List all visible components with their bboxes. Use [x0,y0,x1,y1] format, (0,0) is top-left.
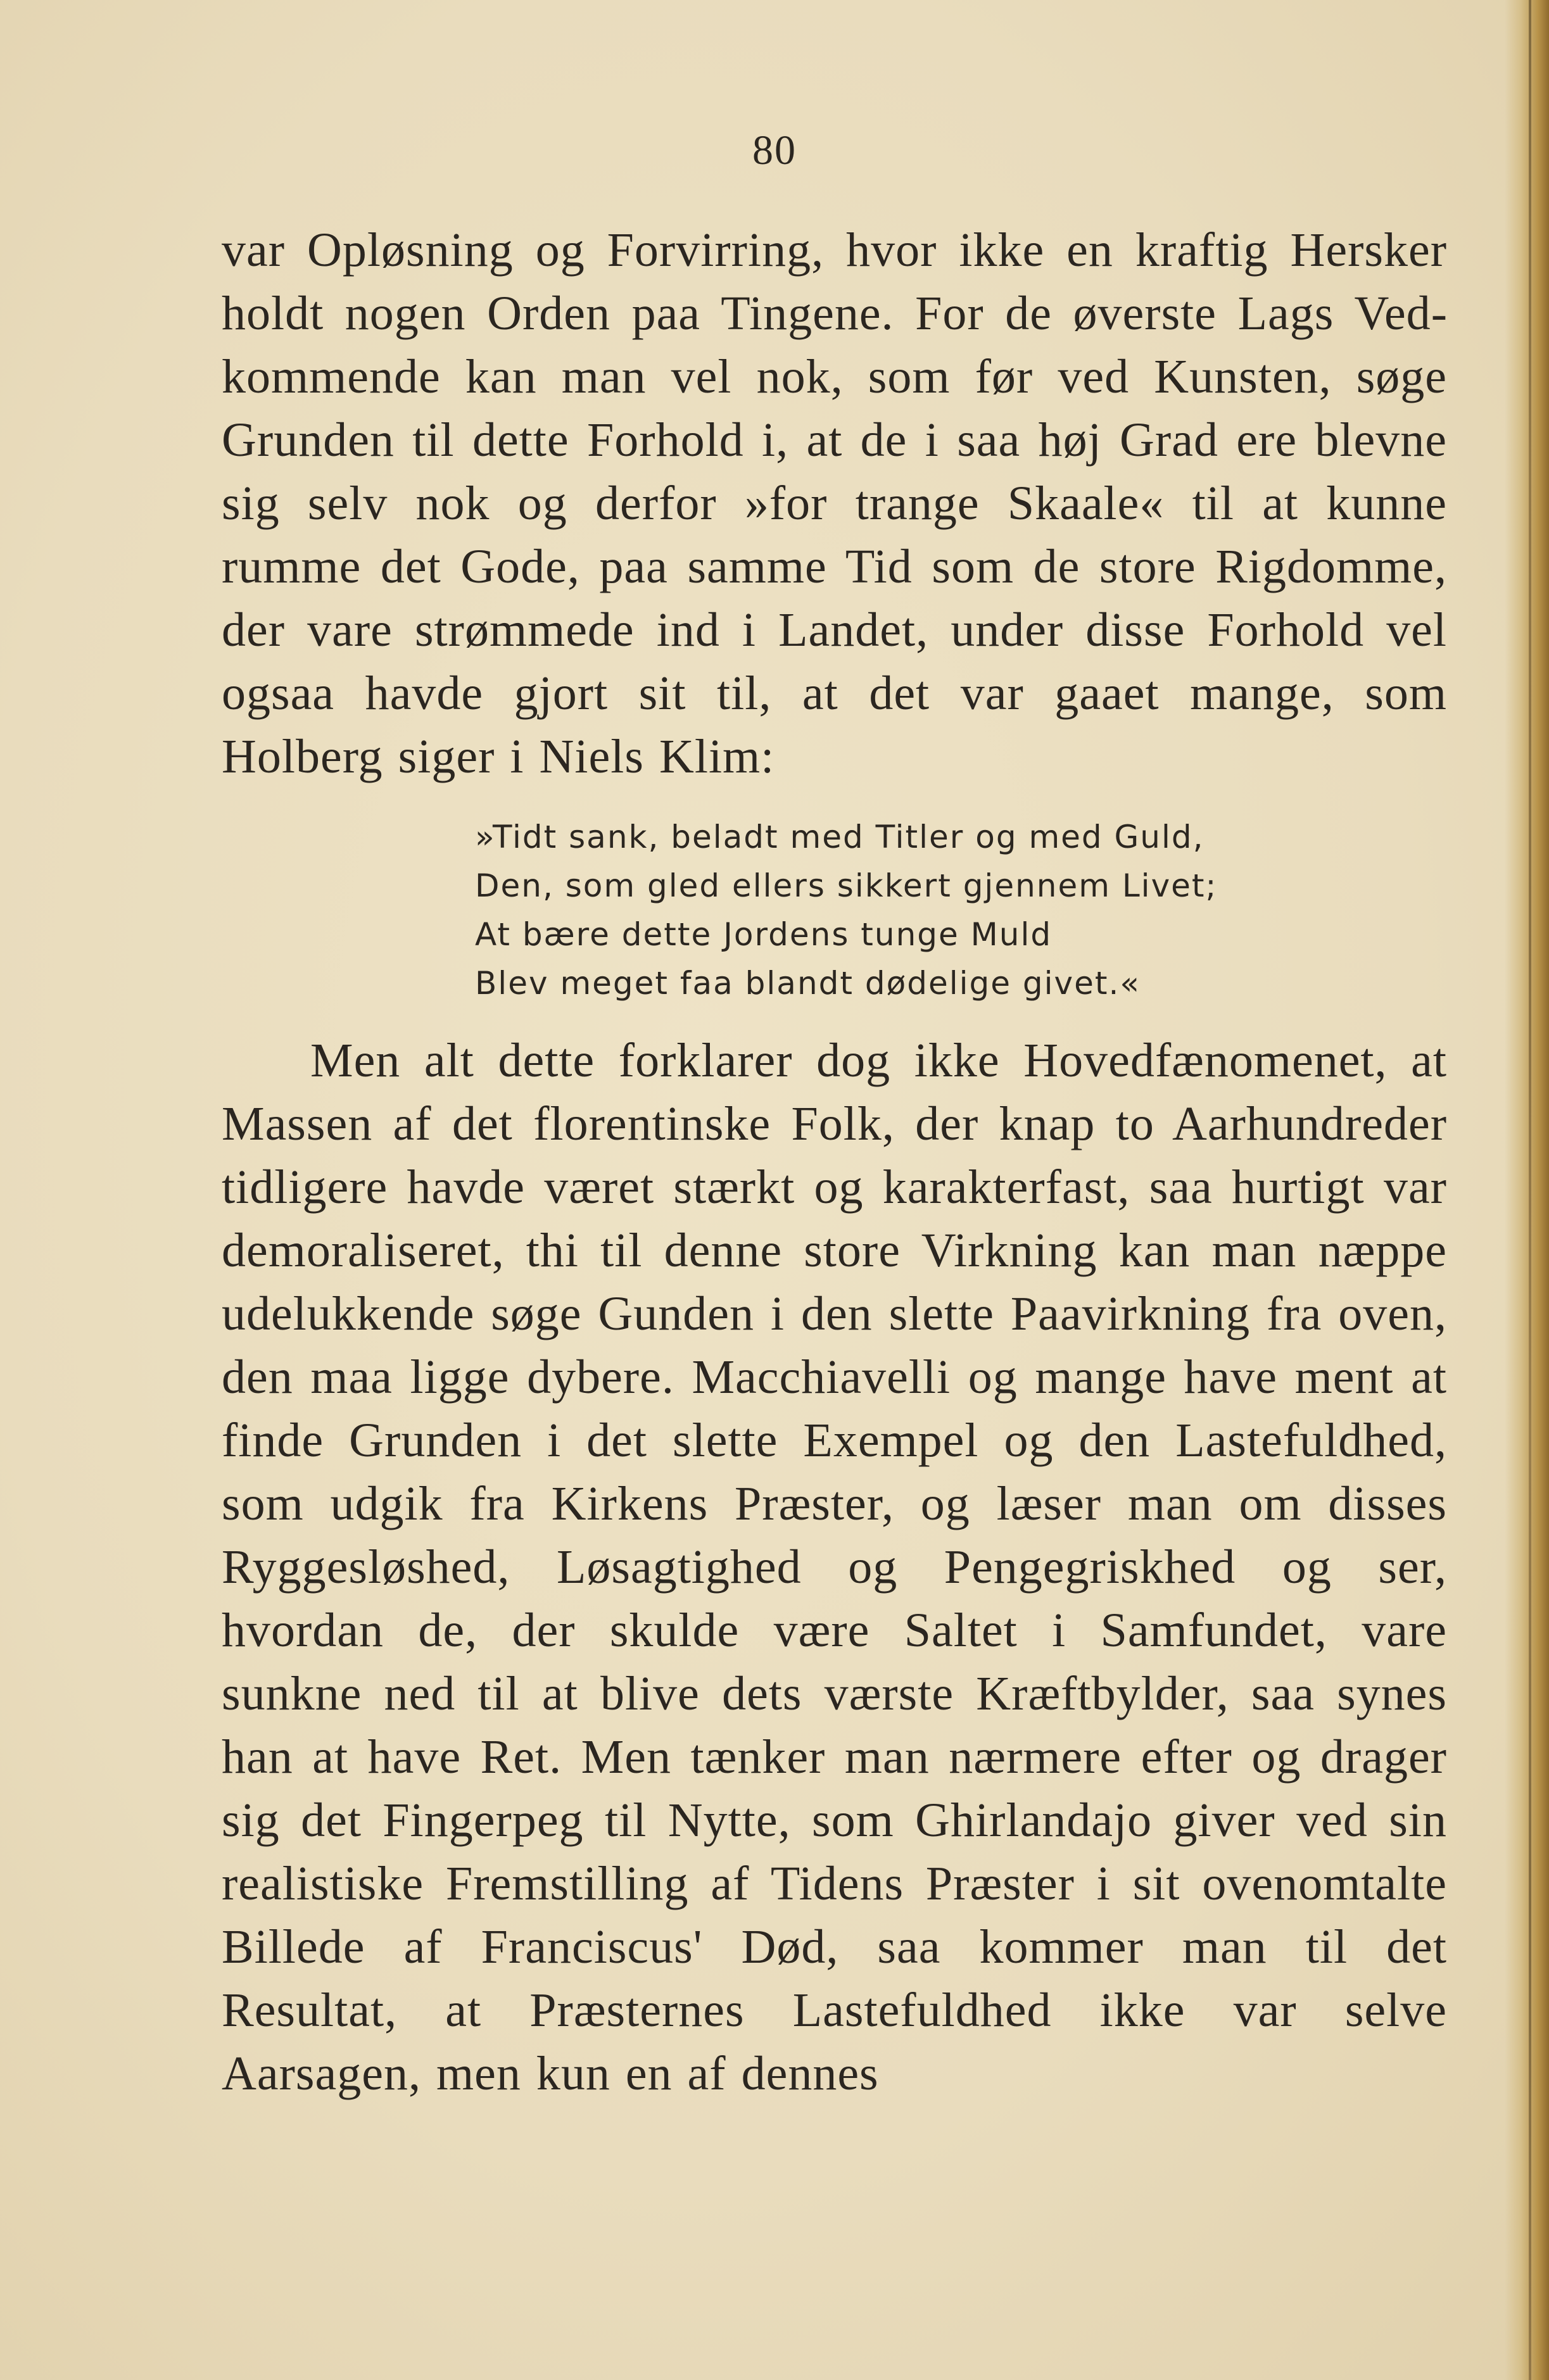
page-edge-line [1529,0,1531,2380]
verse-quote [475,813,1298,1008]
verse-line-2: Den, som gled ellers sikkert gjennem Livet; [475,867,1218,904]
paragraph-2: Men alt dette forklarer dog ikke Hovedfænomenet, at Massen af det florentinske Folk, der knap to Aarhundreder tidligere havde været stærkt og karakterfast, saa hurtigt var demoraliseret, thi til denne store Virkning kan man næppe udelukkende søge Gunden i den slette Paavirkning fra oven, den maa ligge dybere. Macchiavelli og mange have ment at finde Grunden i det slette Exempel og den Lastefuldhed, som udgik fra Kirkens Præster, og læser man om disses Ryggesløshed, Løsagtighed og Pengegriskhed og ser, hvordan de, der skulde være Saltet i Samfundet, vare sunkne ned til at blive dets værste Kræftbylder, saa synes han at have Ret. Men tænker man nærmere efter og drager sig det Fingerpeg til Nytte, som Ghirlandajo giver ved sin realistiske Fremstilling af Tidens Præster i sit ovenomtalte Billede af Franciscus' Død, saa kommer man til det Resultat, at Præsternes Lastefuldhed ikke var selve Aarsagen, men kun en af dennes [222,1034,1447,2100]
page-edge-shadow [1505,0,1549,2380]
verse-line-3: At bære dette Jordens tunge Muld [475,916,1053,953]
page-number: 80 [752,127,797,173]
verse-line-4: Blev meget faa blandt dødelige givet.« [475,965,1141,1002]
verse-line-1: »Tidt sank, beladt med Titler og med Guld, [475,819,1204,855]
paragraph-1: var Opløsning og Forvirring, hvor ikke en kraftig Hersker holdt nogen Orden paa Tingene. For de øverste Lags Vedkommende kan man vel nok, som før ved Kunsten, søge Grunden til dette Forhold i, at de i saa høj Grad ere blevne sig selv nok og derfor »for trange Skaale« til at kunne rumme det Gode, paa samme Tid som de store Rigdomme, der vare strømmede ind i Landet, under disse Forhold vel ogsaa havde gjort sit til, at det var gaaet mange, som Holberg siger i Niels Klim: [222,224,1447,783]
